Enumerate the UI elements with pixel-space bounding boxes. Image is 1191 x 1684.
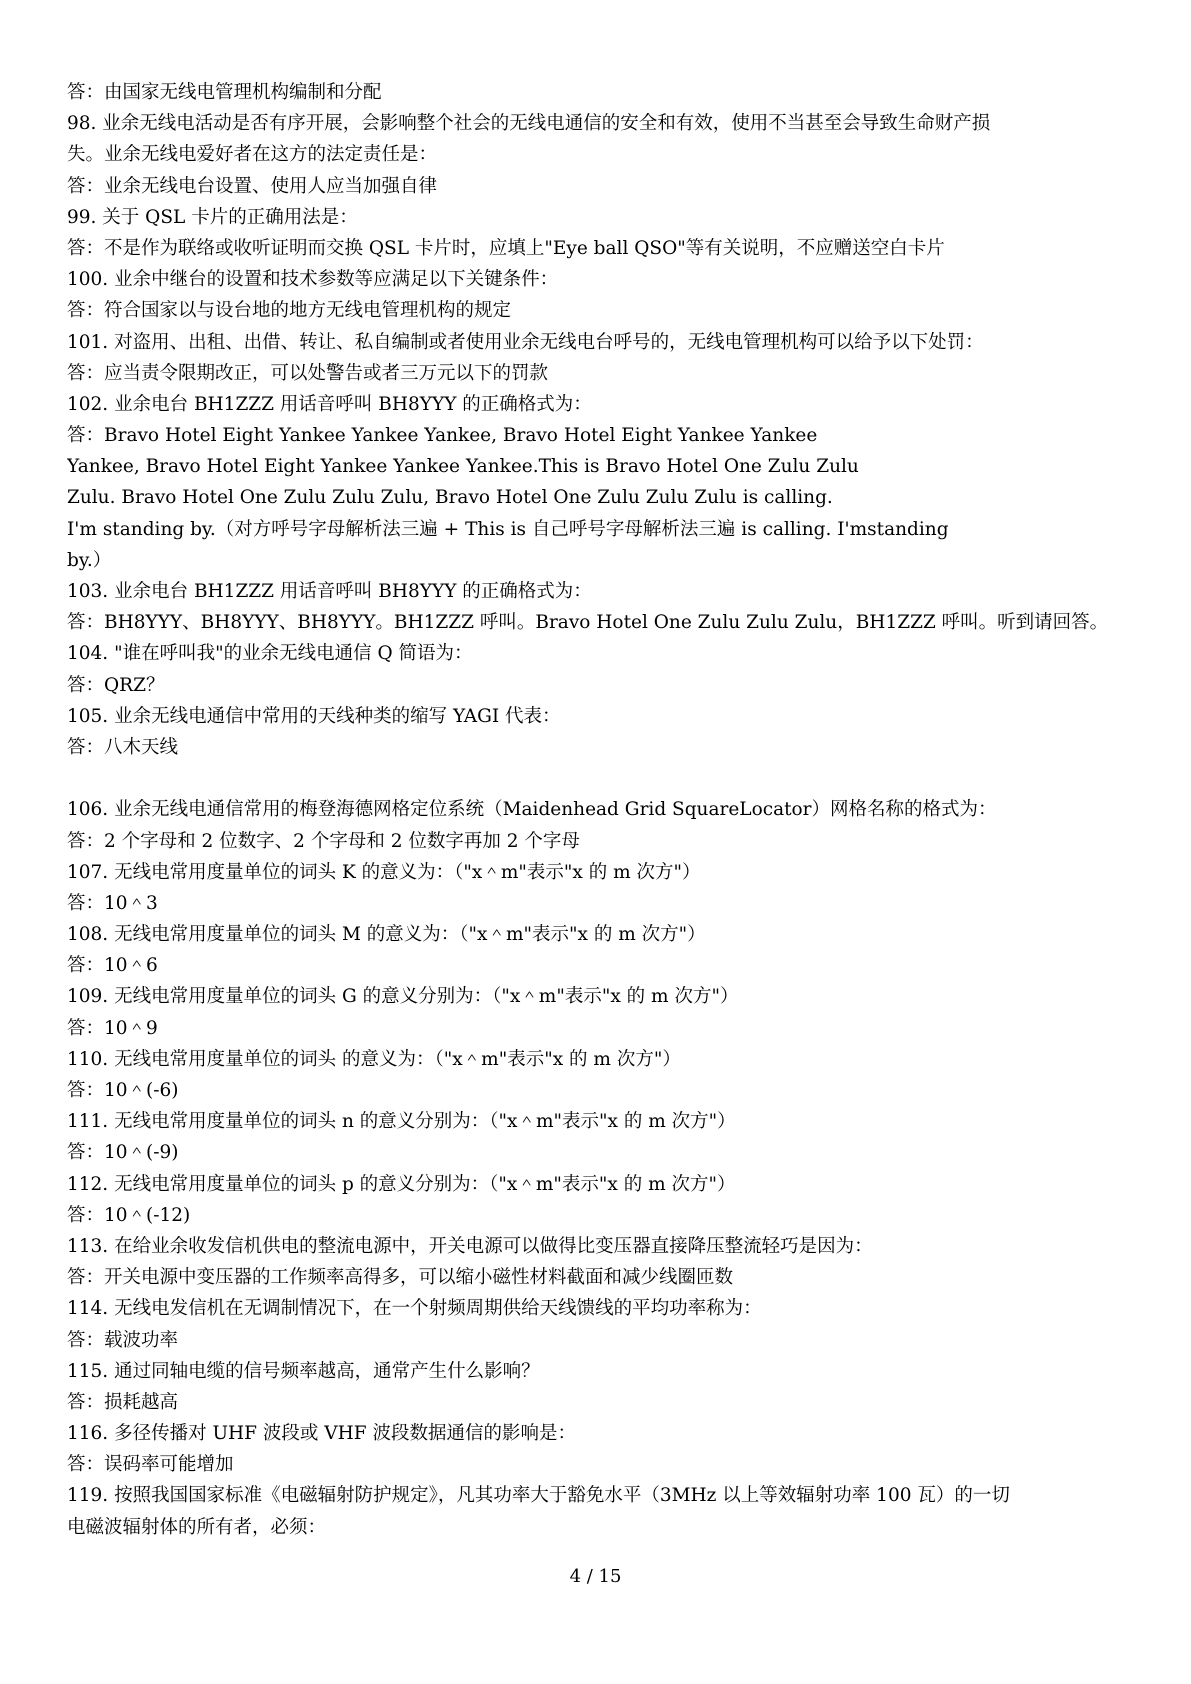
- question-line: 98. 业余无线电活动是否有序开展，会影响整个社会的无线电通信的安全和有效，使用不当甚至会导致生命财产损: [67, 113, 991, 135]
- blank-line: [67, 763, 1127, 794]
- question-line: 110. 无线电常用度量单位的词头 的意义为：（"x＾m"表示"x 的 m 次方"）: [67, 1048, 681, 1070]
- answer-line: I'm standing by.（对方呼号字母解析法三遍 + This is 自己呼号字母解析法三遍 is calling. I'mstanding: [67, 518, 949, 540]
- answer-line: 答：损耗越高: [67, 1391, 179, 1413]
- answer-line: 答：10＾(-9): [67, 1142, 179, 1164]
- answer-line: 答：2 个字母和 2 位数字、2 个字母和 2 位数字再加 2 个字母: [67, 830, 580, 852]
- question-line: 99. 关于 QSL 卡片的正确用法是：: [67, 206, 358, 228]
- answer-line: 答：由国家无线电管理机构编制和分配: [67, 82, 382, 103]
- answer-line: 答：10＾3: [67, 892, 158, 914]
- question-line: 108. 无线电常用度量单位的词头 M 的意义为：（"x＾m"表示"x 的 m 次方"）: [67, 924, 706, 946]
- question-line: 电磁波辐射体的所有者，必须：: [67, 1516, 327, 1538]
- question-line: 102. 业余电台 BH1ZZZ 用话音呼叫 BH8YYY 的正确格式为：: [67, 393, 592, 415]
- question-line: 107. 无线电常用度量单位的词头 K 的意义为：（"x＾m"表示"x 的 m 次方"）: [67, 861, 701, 883]
- question-line: 104. "谁在呼叫我"的业余无线电通信 Q 简语为：: [67, 643, 473, 665]
- question-line: 111. 无线电常用度量单位的词头 n 的意义分别为：（"x＾m"表示"x 的 m 次方"）: [67, 1111, 736, 1133]
- answer-line: 答：符合国家以与设台地的地方无线电管理机构的规定: [67, 300, 512, 322]
- answer-line: 答：误码率可能增加: [67, 1454, 234, 1476]
- question-line: 101. 对盗用、出租、出借、转让、私自编制或者使用业余无线电台呼号的，无线电管理机构可以给予以下处罚：: [67, 331, 984, 353]
- answer-line: 答：BH8YYY、BH8YYY、BH8YYY。BH1ZZZ 呼叫。Bravo Hotel One Zulu Zulu Zulu，BH1ZZZ 呼叫。听到请回答。: [67, 612, 1109, 634]
- answer-line: 答：应当责令限期改正，可以处警告或者三万元以下的罚款: [67, 362, 549, 384]
- answer-line: 答：Bravo Hotel Eight Yankee Yankee Yankee, Bravo Hotel Eight Yankee Yankee: [67, 425, 818, 447]
- question-line: 119. 按照我国国家标准《电磁辐射防护规定》，凡其功率大于豁免水平（3MHz 以上等效辐射功率 100 瓦）的一切: [67, 1485, 1010, 1507]
- question-line: 109. 无线电常用度量单位的词头 G 的意义分别为：（"x＾m"表示"x 的 m 次方"）: [67, 986, 739, 1008]
- question-line: 112. 无线电常用度量单位的词头 p 的意义分别为：（"x＾m"表示"x 的 m 次方"）: [67, 1173, 736, 1195]
- document-body: [67, 77, 1127, 1543]
- answer-line: 答：开关电源中变压器的工作频率高得多，可以缩小磁性材料截面和减少线圈匝数: [67, 1267, 734, 1289]
- answer-line: 答：10＾(-6): [67, 1080, 179, 1101]
- question-line: 失。业余无线电爱好者在这方的法定责任是：: [67, 144, 438, 166]
- question-line: 100. 业余中继台的设置和技术参数等应满足以下关键条件：: [67, 269, 559, 291]
- question-line: 103. 业余电台 BH1ZZZ 用话音呼叫 BH8YYY 的正确格式为：: [67, 581, 592, 602]
- answer-line: by.）: [67, 549, 112, 571]
- question-line: 105. 业余无线电通信中常用的天线种类的缩写 YAGI 代表：: [67, 705, 561, 727]
- question-line: 114. 无线电发信机在无调制情况下，在一个射频周期供给天线馈线的平均功率称为：: [67, 1298, 762, 1320]
- answer-line: 答：10＾(-12): [67, 1204, 191, 1226]
- answer-line: 答：不是作为联络或收听证明而交换 QSL 卡片时，应填上"Eye ball QSO"等有关说明，不应赠送空白卡片: [67, 237, 945, 259]
- page-number: 4 / 15: [569, 1566, 622, 1587]
- answer-line: Yankee, Bravo Hotel Eight Yankee Yankee Yankee.This is Bravo Hotel One Zulu Zulu: [67, 456, 859, 478]
- question-line: 115. 通过同轴电缆的信号频率越高，通常产生什么影响？: [67, 1360, 540, 1382]
- answer-line: 答：QRZ？: [67, 674, 165, 696]
- answer-line: 答：载波功率: [67, 1329, 179, 1351]
- answer-line: 答：八木天线: [67, 736, 179, 758]
- answer-line: 答：业余无线电台设置、使用人应当加强自律: [67, 175, 438, 197]
- question-line: 113. 在给业余收发信机供电的整流电源中，开关电源可以做得比变压器直接降压整流轻巧是因为：: [67, 1235, 873, 1257]
- question-line: 116. 多径传播对 UHF 波段或 VHF 波段数据通信的影响是：: [67, 1423, 576, 1445]
- question-line: 106. 业余无线电通信常用的梅登海德网格定位系统（Maidenhead Grid SquareLocator）网格名称的格式为：: [67, 799, 997, 821]
- answer-line: 答：10＾6: [67, 955, 158, 977]
- answer-line: 答：10＾9: [67, 1017, 158, 1039]
- answer-line: Zulu. Bravo Hotel One Zulu Zulu Zulu, Bravo Hotel One Zulu Zulu Zulu is calling.: [67, 487, 833, 509]
